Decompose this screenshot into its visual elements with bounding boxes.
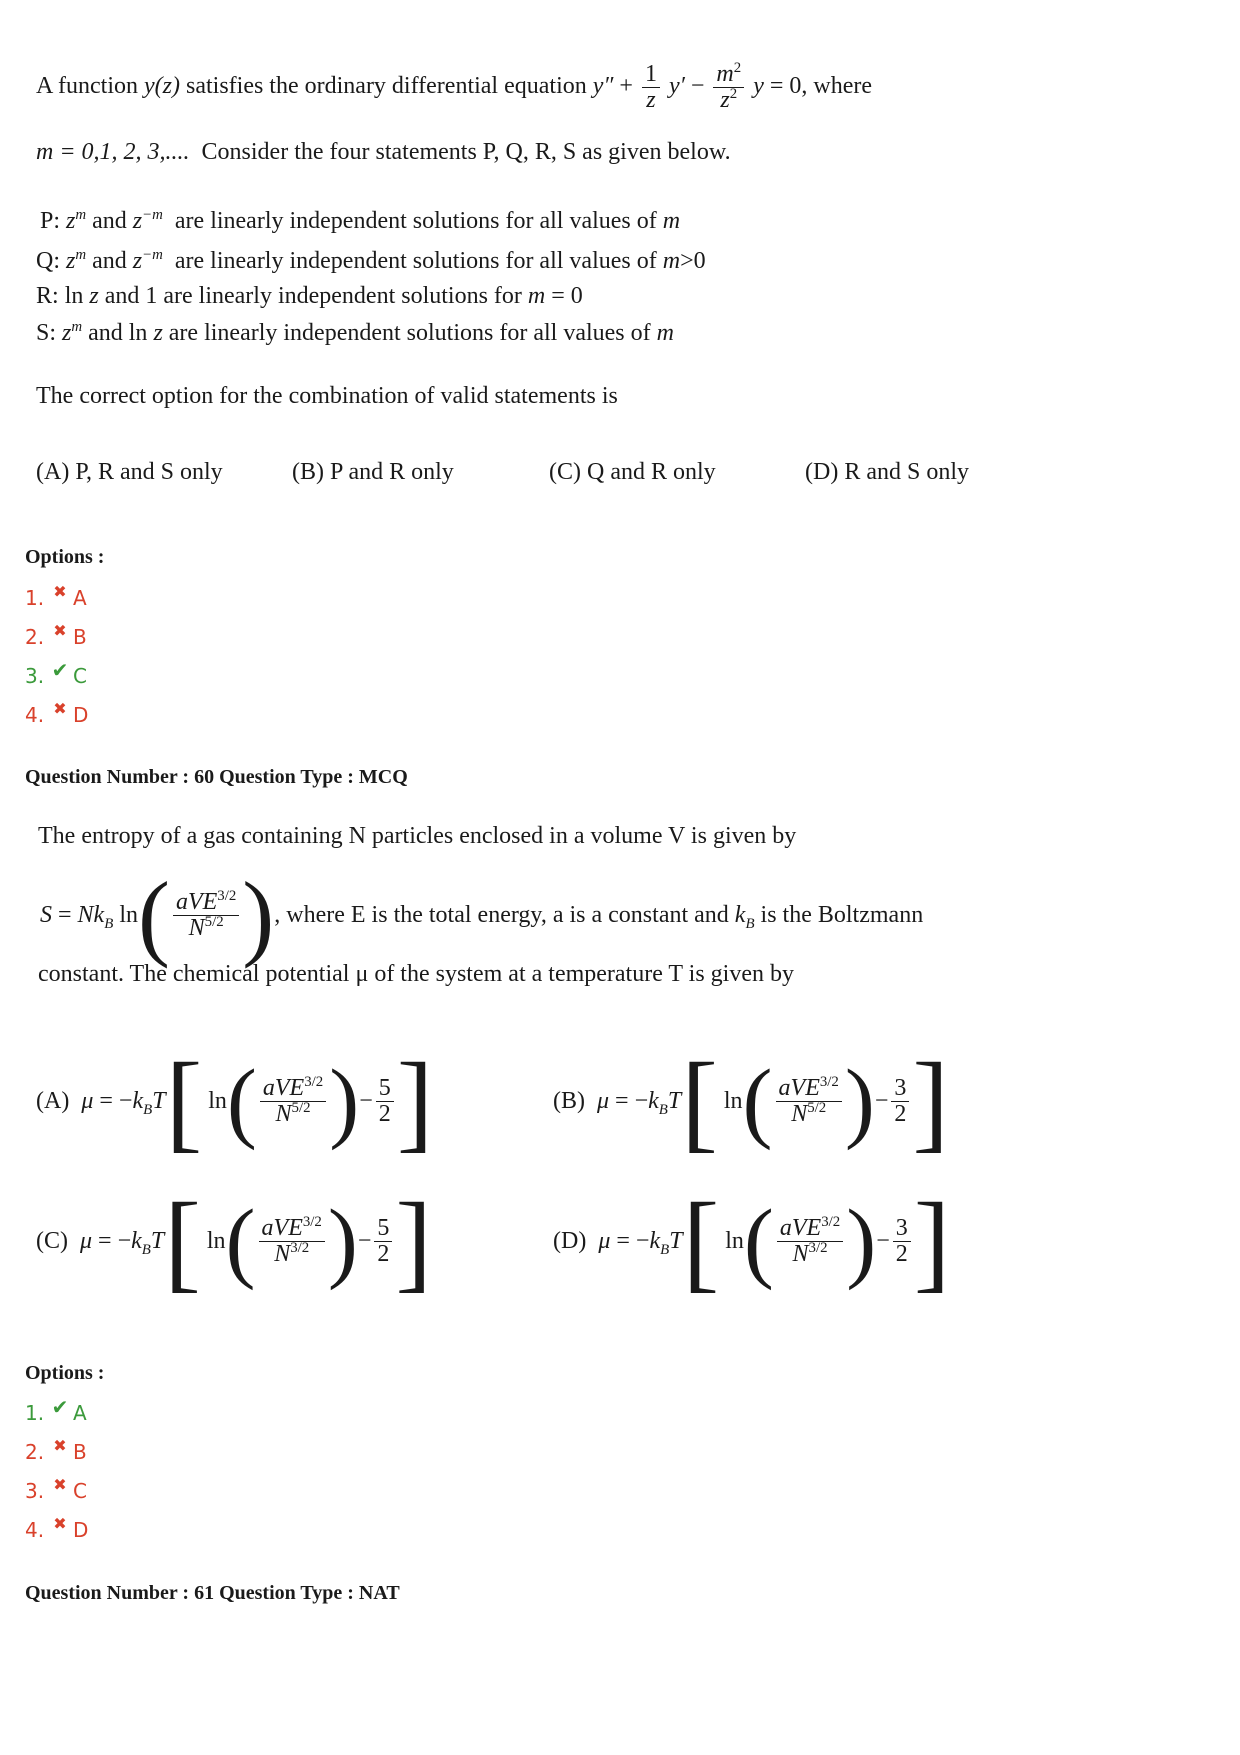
q60-choice-c: (C) μ = − $k_BT$ [ ln ( $\frac{aVE^{3/2}}{N^{3/2}}$ ) − $\frac{5}{2}$ ] — [36, 1180, 433, 1302]
q60-choice-a: (A) μ = − $k_BT$ [ ln ( $\frac{aVE^{3/2}}{N^{5/2}}$ ) − $\frac{5}{2}$ ] — [36, 1040, 434, 1162]
check-icon: ✔ — [51, 657, 69, 682]
q60-entropy-line: S = $Nk_B$ ln ( $\frac{aVE^{3/2}}{N^{5/2}}$ ) , where E is the total energy, a is a constant and $k_B$ is the Boltzmann — [40, 858, 923, 973]
q60-line3: constant. The chemical potential μ of the system at a temperature T is given by — [38, 961, 794, 987]
statement-p: P: $z^m$ and $z^{-m}$ are linearly independent solutions for all values of m — [40, 207, 681, 234]
cross-icon: ✖ — [53, 699, 67, 718]
q59-fn: y(z) — [144, 73, 180, 100]
cross-icon: ✖ — [53, 621, 67, 640]
m-values: m = 0,1, 2, 3,.... — [36, 139, 190, 165]
check-icon: ✔ — [51, 1394, 69, 1419]
ode-equation: y″ + $\frac{1}{z}$ y′ − $\frac{m^2}{z^2}$ y = 0 — [592, 60, 802, 114]
q59-prompt: The correct option for the combination of valid statements is — [36, 383, 618, 409]
statement-q: Q: $z^m$ and $z^{-m}$ are linearly independent solutions for all values of m>0 — [36, 247, 706, 274]
cross-icon: ✖ — [53, 1514, 67, 1533]
options-list — [25, 1393, 88, 1549]
q59-choice-c: (C) Q and R only — [549, 459, 716, 485]
option-4[interactable]: 4. ✖ D — [25, 1514, 89, 1542]
option-4[interactable]: 4. ✖ D — [25, 699, 89, 727]
q59-line2: m = 0,1, 2, 3,.... Consider the four statements P, Q, R, S as given below. — [36, 139, 731, 165]
entropy-equation: S = $Nk_B$ ln ( $\frac{aVE^{3/2}}{N^{5/2}}$ ) — [40, 862, 275, 969]
q59-line1: A function y(z) satisfies the ordinary differential equation y″ + $\frac{1}{z}$ y′ − $\frac{m^2}{z^2}$ y = 0, where — [36, 60, 873, 114]
options-title: Options : — [25, 1362, 105, 1384]
option-3[interactable]: 3. ✔ C — [25, 657, 87, 688]
question-header-60: Question Number : 60 Question Type : MCQ — [25, 766, 408, 788]
q60-choice-d: (D) μ = − $k_BT$ [ ln ( $\frac{aVE^{3/2}}{N^{3/2}}$ ) − $\frac{3}{2}$ ] — [553, 1180, 951, 1302]
option-2[interactable]: 2. ✖ B — [25, 1436, 87, 1464]
statement-s: S: $z^m$ and ln z are linearly independent solutions for all values of m — [36, 319, 674, 346]
q59-choice-b: (B) P and R only — [292, 459, 454, 485]
q59-choice-a: (A) P, R and S only — [36, 459, 223, 485]
option-1[interactable]: 1. ✖ A — [25, 582, 87, 610]
cross-icon: ✖ — [53, 1436, 67, 1455]
q60-line1: The entropy of a gas containing N particles enclosed in a volume V is given by — [38, 823, 797, 849]
cross-icon: ✖ — [53, 1475, 67, 1494]
statement-r: R: ln z and 1 are linearly independent solutions for m = 0 — [36, 283, 583, 309]
option-2[interactable]: 2. ✖ B — [25, 621, 87, 649]
cross-icon: ✖ — [53, 582, 67, 601]
options-title: Options : — [25, 546, 105, 568]
q59-choice-d: (D) R and S only — [805, 459, 969, 485]
q60-choice-b: (B) μ = − $k_BT$ [ ln ( $\frac{aVE^{3/2}}{N^{5/2}}$ ) − $\frac{3}{2}$ ] — [553, 1040, 950, 1162]
options-list — [25, 578, 88, 734]
question-header-61: Question Number : 61 Question Type : NAT — [25, 1582, 400, 1604]
option-1[interactable]: 1. ✔ A — [25, 1394, 87, 1425]
option-3[interactable]: 3. ✖ C — [25, 1475, 87, 1503]
